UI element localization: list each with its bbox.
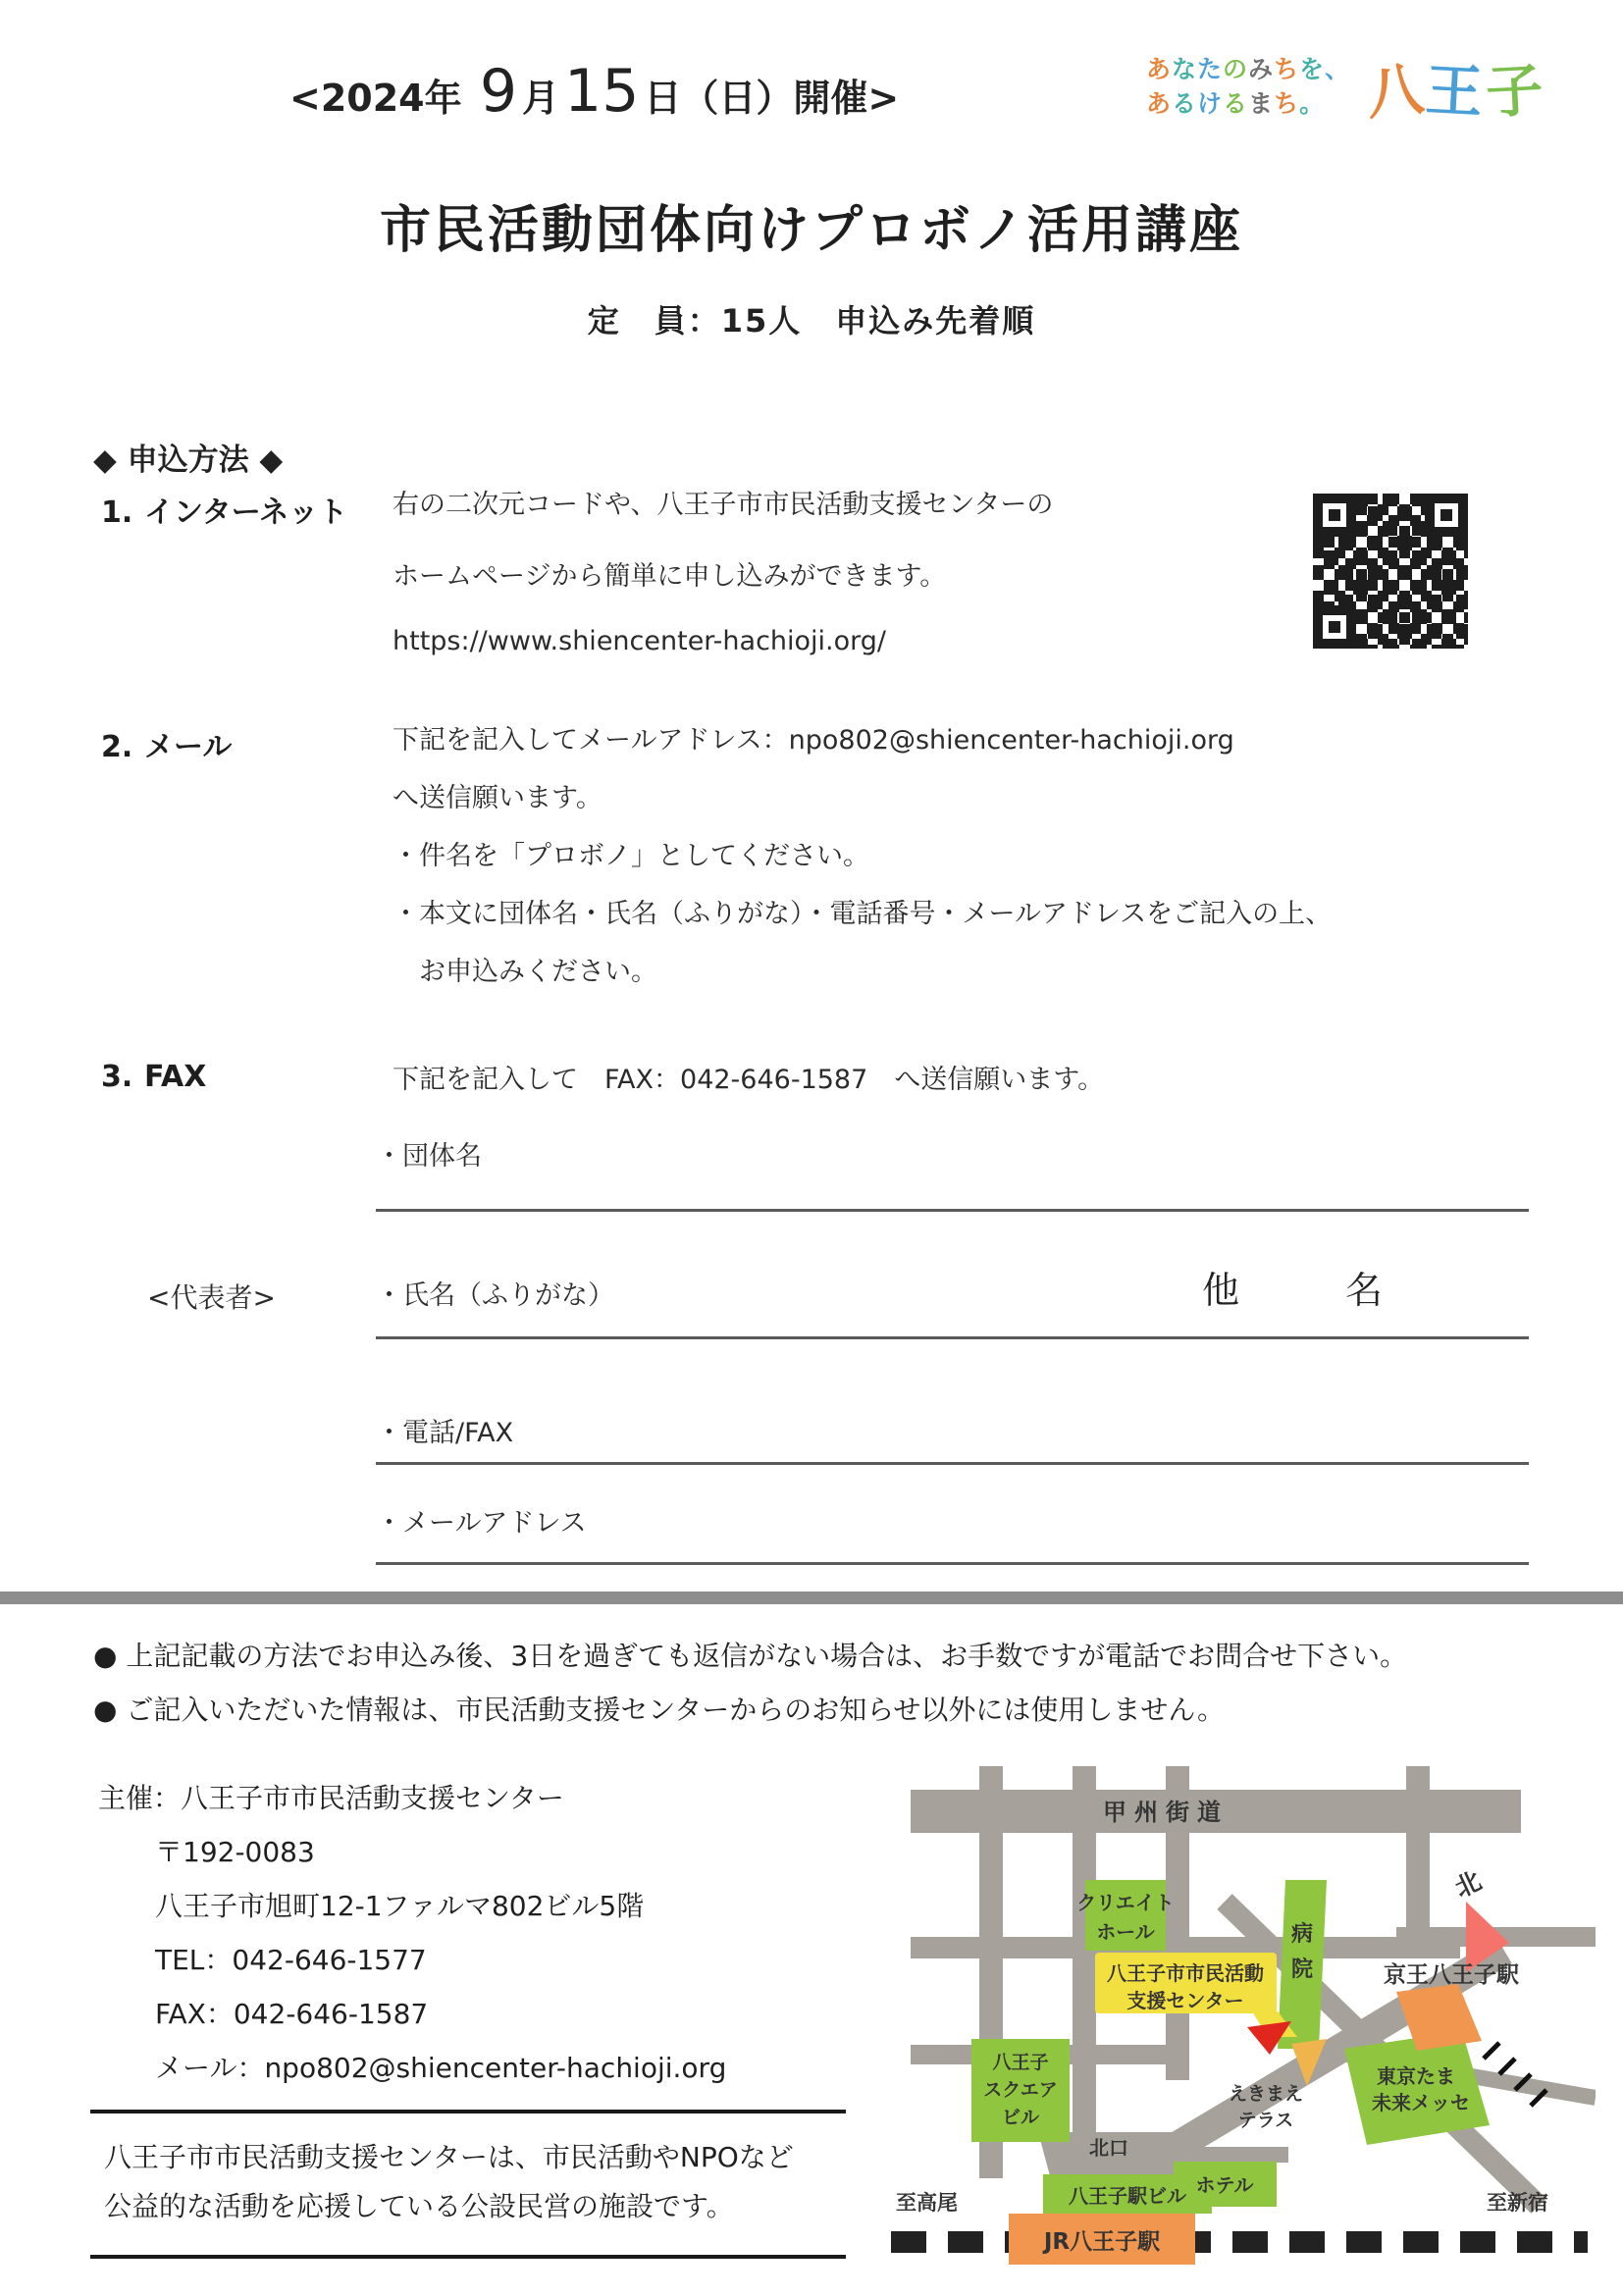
field-phone-fax-line: [376, 1462, 1529, 1465]
method-2-line1: 下記を記入してメールアドレス：npo802@shiencenter-hachioji.org: [393, 725, 1234, 756]
qr-finder-top-left: [1313, 494, 1356, 537]
access-map: [862, 1754, 1596, 2265]
qr-finder-top-right: [1425, 494, 1468, 537]
hachioji-city-logo: [1146, 45, 1548, 128]
apply-method-heading: ◆ 申込方法 ◆: [93, 443, 284, 478]
map-label-station-bldg: 八王子駅ビル: [1069, 2184, 1186, 2208]
page-title: 市民活動団体向けプロボノ活用講座: [379, 201, 1243, 260]
method-1-number: 1.: [101, 496, 133, 530]
method-3-line1: 下記を記入して FAX：042-646-1587 へ送信願います。: [393, 1065, 1105, 1095]
map-label-square-2: スクエア: [983, 2079, 1058, 2101]
method-1-description: [393, 483, 1053, 698]
representative-label: <代表者>: [147, 1281, 276, 1314]
organizer-name: 主催：八王子市市民活動支援センター: [98, 1782, 564, 1814]
field-person-name-line: [376, 1336, 1529, 1339]
map-label-create-hall-1: クリエイト: [1076, 1891, 1175, 1914]
date-month-unit: 月: [522, 77, 560, 120]
map-label-koshu-kaido: 甲州街道: [1103, 1799, 1229, 1826]
method-2-line4: ・本文に団体名・氏名（ふりがな）・電話番号・メールアドレスをご記入の上、: [393, 899, 1333, 929]
map-label-create-hall-2: ホール: [1096, 1920, 1155, 1944]
about-center-box: [90, 2110, 846, 2259]
method-1-label: [101, 488, 347, 531]
method-2-line5: お申込みください。: [393, 957, 657, 987]
section-divider: [0, 1592, 1623, 1604]
note-1: ● 上記記載の方法でお申込み後、3日を過ぎても返信がない場合は、お手数ですが電話でお問合せ下さい。: [93, 1640, 1408, 1672]
date-suffix: 日（日）開催>: [644, 77, 900, 120]
method-1-line2: ホームページから簡単に申し込みができます。: [393, 561, 947, 592]
organizer-fax: FAX：042-646-1587: [155, 1998, 429, 2030]
map-label-terrace-1: えきまえ: [1228, 2083, 1304, 2105]
method-2-number: 2.: [101, 730, 133, 764]
logo-tagline-line2: あるけるまち。: [1146, 89, 1326, 118]
organizer-postal: 〒192-0083: [155, 1836, 315, 1868]
about-line1: 八王子市市民活動支援センターは、市民活動やNPOなど: [104, 2141, 794, 2173]
logo-city-name: 八王子: [1363, 54, 1548, 128]
method-2-line2: へ送信願います。: [393, 783, 602, 813]
field-group-name-line: [376, 1209, 1529, 1212]
method-1-url: https://www.shiencenter-hachioji.org/: [393, 626, 887, 656]
date-month-number: 9: [479, 57, 518, 126]
field-person-name-label: ・氏名（ふりがな）: [376, 1280, 614, 1311]
organizer-address: 八王子市旭町12-1ファルマ802ビル5階: [155, 1890, 645, 1922]
map-label-center-2: 支援センター: [1126, 1989, 1244, 2012]
method-2-label: [101, 722, 232, 765]
map-label-messe-1: 東京たま: [1377, 2064, 1455, 2088]
other-count-field: [1202, 1260, 1383, 1314]
notes: [93, 1629, 1407, 1737]
map-label-square-1: 八王子: [992, 2052, 1049, 2073]
map-label-hospital-2: 院: [1290, 1957, 1314, 1982]
field-group-name-label: ・団体名: [376, 1141, 482, 1172]
date-prefix: <2024年: [289, 77, 462, 120]
map-label-square-3: ビル: [1001, 2107, 1040, 2128]
field-phone-fax-label: ・電話/FAX: [376, 1418, 514, 1448]
method-3-description: [393, 1058, 1104, 1096]
map-label-center-1: 八王子市市民活動: [1107, 1961, 1264, 1985]
logo-tagline: [1146, 52, 1350, 121]
qr-finder-bottom-left: [1313, 605, 1356, 649]
logo-tagline-line1: あなたのみちを、: [1146, 55, 1351, 83]
organizer-email: メール：npo802@shiencenter-hachioji.org: [155, 2052, 727, 2084]
map-label-terrace-2: テラス: [1237, 2110, 1294, 2131]
map-label-hospital-1: 病: [1290, 1922, 1314, 1947]
about-line2: 公益的な活動を応援している公設民営の施設です。: [104, 2190, 734, 2222]
map-label-keio-station: 京王八王子駅: [1384, 1962, 1519, 1988]
organizer-tel: TEL：042-646-1577: [155, 1944, 427, 1976]
method-1-title: インターネット: [144, 496, 348, 530]
map-label-to-takao: 至高尾: [896, 2191, 958, 2215]
method-2-line3: ・件名を「プロボノ」としてください。: [393, 841, 869, 871]
method-1-line1: 右の二次元コードや、八王子市市民活動支援センターの: [393, 490, 1054, 520]
method-3-label: [101, 1060, 206, 1094]
other-label: 他: [1202, 1269, 1240, 1312]
map-label-hotel: ホテル: [1195, 2173, 1254, 2197]
method-2-title: メール: [144, 730, 233, 764]
map-label-to-shinjuku: 至新宿: [1487, 2191, 1548, 2215]
method-3-number: 3.: [101, 1060, 133, 1094]
organizer-info: [98, 1771, 726, 2095]
capacity-line: 定 員：15人 申込み先着順: [587, 302, 1036, 339]
map-label-messe-2: 未来メッセ: [1372, 2091, 1470, 2114]
method-2-description: [393, 718, 1332, 1008]
event-date: [289, 57, 899, 126]
map-label-jr-station: JR八王子駅: [1043, 2229, 1161, 2255]
field-email-line: [376, 1562, 1529, 1565]
map-label-north: 北: [1450, 1866, 1487, 1905]
field-email-label: ・メールアドレス: [376, 1508, 587, 1539]
qr-code: [1313, 494, 1468, 649]
date-day-number: 15: [564, 57, 640, 126]
name-unit-label: 名: [1345, 1269, 1384, 1312]
method-3-title: FAX: [144, 1060, 207, 1094]
map-label-kitaguchi: 北口: [1089, 2136, 1128, 2160]
note-2: ● ご記入いただいた情報は、市民活動支援センターからのお知らせ以外には使用しません。: [93, 1694, 1226, 1726]
